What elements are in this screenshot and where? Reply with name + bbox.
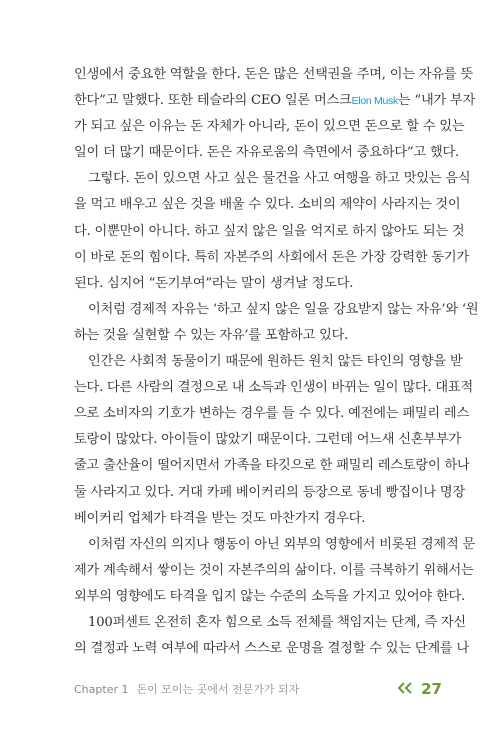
chapter-title: 돈이 모이는 곳에서 전문가가 되자 (136, 683, 300, 696)
text-segment: 그렇다. 돈이 있으면 사고 싶은 물건을 사고 여행을 하고 맛있는 음식 (88, 171, 471, 187)
text-line (74, 610, 466, 636)
double-chevron-left-icon (397, 679, 413, 698)
page-number-block (397, 679, 442, 698)
text-segment: 일이 더 많기 때문이다. 돈은 자유로움의 측면에서 중요하다”고 했다. (74, 145, 460, 161)
text-line (74, 375, 473, 401)
text-line (74, 114, 465, 140)
text-line (74, 245, 470, 271)
text-line (74, 349, 463, 375)
paragraph (74, 532, 476, 610)
paragraph (74, 62, 476, 166)
text-segment: 베이커리 업체가 타격을 받는 것도 마찬가지 경우다. (74, 510, 366, 526)
text-segment: 는 “내가 부자 (397, 93, 476, 109)
paragraph (74, 349, 473, 532)
text-line (74, 192, 461, 218)
text-segment: 100퍼센트 온전히 혼자 힘으로 소득 전체를 책임지는 단계, 즉 자신 (88, 614, 466, 630)
text-segment: 인생에서 중요한 역할을 한다. 돈은 많은 선택권을 주며, 이는 자유를 뜻 (74, 67, 473, 82)
body-text (74, 62, 479, 662)
text-line (74, 427, 462, 453)
text-segment: 으로 소비자의 기호가 변하는 경우를 들 수 있다. 예전에는 패밀리 레스 (74, 406, 470, 422)
text-segment: 인간은 사회적 동물이기 때문에 원하든 원치 않든 타인의 영향을 받 (88, 354, 463, 370)
text-segment: 이 바로 돈의 힘이다. 특히 자본주의 사회에서 돈은 가장 강력한 동기가 (74, 249, 470, 265)
paragraph (74, 166, 471, 296)
text-segment: 는다. 다른 사람의 결정으로 내 소득과 인생이 바뀌는 일이 많다. 대표적 (74, 380, 473, 396)
running-footer (74, 681, 299, 697)
text-line (74, 532, 476, 558)
text-line (74, 297, 479, 323)
text-segment: 하는 것을 실현할 수 있는 자유’를 포함하고 있다. (74, 327, 349, 343)
text-segment: 된다. 심지어 “돈기부여”라는 말이 생겨날 정도다. (74, 275, 354, 291)
text-segment: 의 결정과 노력 여부에 따라서 스스로 운명을 결정할 수 있는 단계를 나 (74, 641, 470, 657)
paragraph (74, 610, 470, 662)
text-line (74, 401, 470, 427)
page-number: 27 (421, 679, 442, 698)
text-line (74, 323, 444, 349)
text-line (74, 453, 470, 479)
text-segment: 가 되고 싶은 이유는 돈 자체가 아니라, 돈이 있으면 돈으로 할 수 있는 (74, 119, 465, 135)
text-segment: 한다”고 말했다. 또한 테슬라의 CEO 일론 머스크 (74, 93, 352, 109)
paragraph (74, 297, 479, 349)
text-line (74, 62, 473, 88)
text-line (74, 558, 474, 584)
text-segment: 이처럼 자신의 의지나 행동이 아닌 외부의 영향에서 비롯된 경제적 문 (88, 536, 476, 552)
text-segment: 제가 계속해서 쌓이는 것이 자본주의의 삶이다. 이를 극복하기 위해서는 (74, 562, 474, 578)
text-line (74, 271, 444, 297)
text-segment: 을 먹고 배우고 싶은 것을 배울 수 있다. 소비의 제약이 사라지는 것이 (74, 197, 461, 213)
text-segment: 토랑이 많았다. 아이들이 많았기 때문이다. 그런데 어느새 신혼부부가 (74, 432, 462, 448)
text-line (74, 584, 466, 610)
text-line (74, 140, 460, 166)
text-segment: 외부의 영향에도 타격을 입지 않는 수준의 소득을 가지고 있어야 한다. (74, 588, 466, 604)
text-segment: 다. 이뿐만이 아니다. 하고 싶지 않은 일을 억지로 하지 않아도 되는 것 (74, 223, 465, 239)
text-segment: 둘 사라지고 있다. 거대 카페 베이커리의 등장으로 동네 빵집이나 명장 (74, 484, 466, 500)
text-line (74, 88, 476, 114)
inline-annotation: Elon Musk (351, 95, 398, 108)
chapter-label: Chapter 1 (74, 683, 129, 696)
text-line (74, 506, 444, 532)
page-footer (74, 679, 442, 699)
text-line (74, 636, 470, 662)
text-line (74, 219, 465, 245)
text-segment: 줄고 출산율이 떨어지면서 가족을 타깃으로 한 패밀리 레스토랑이 하나 (74, 458, 470, 474)
text-segment: 이처럼 경제적 자유는 ‘하고 싶지 않은 일을 강요받지 않는 자유’와 ‘원 (88, 301, 479, 317)
text-line (74, 480, 466, 506)
text-line (74, 166, 471, 192)
